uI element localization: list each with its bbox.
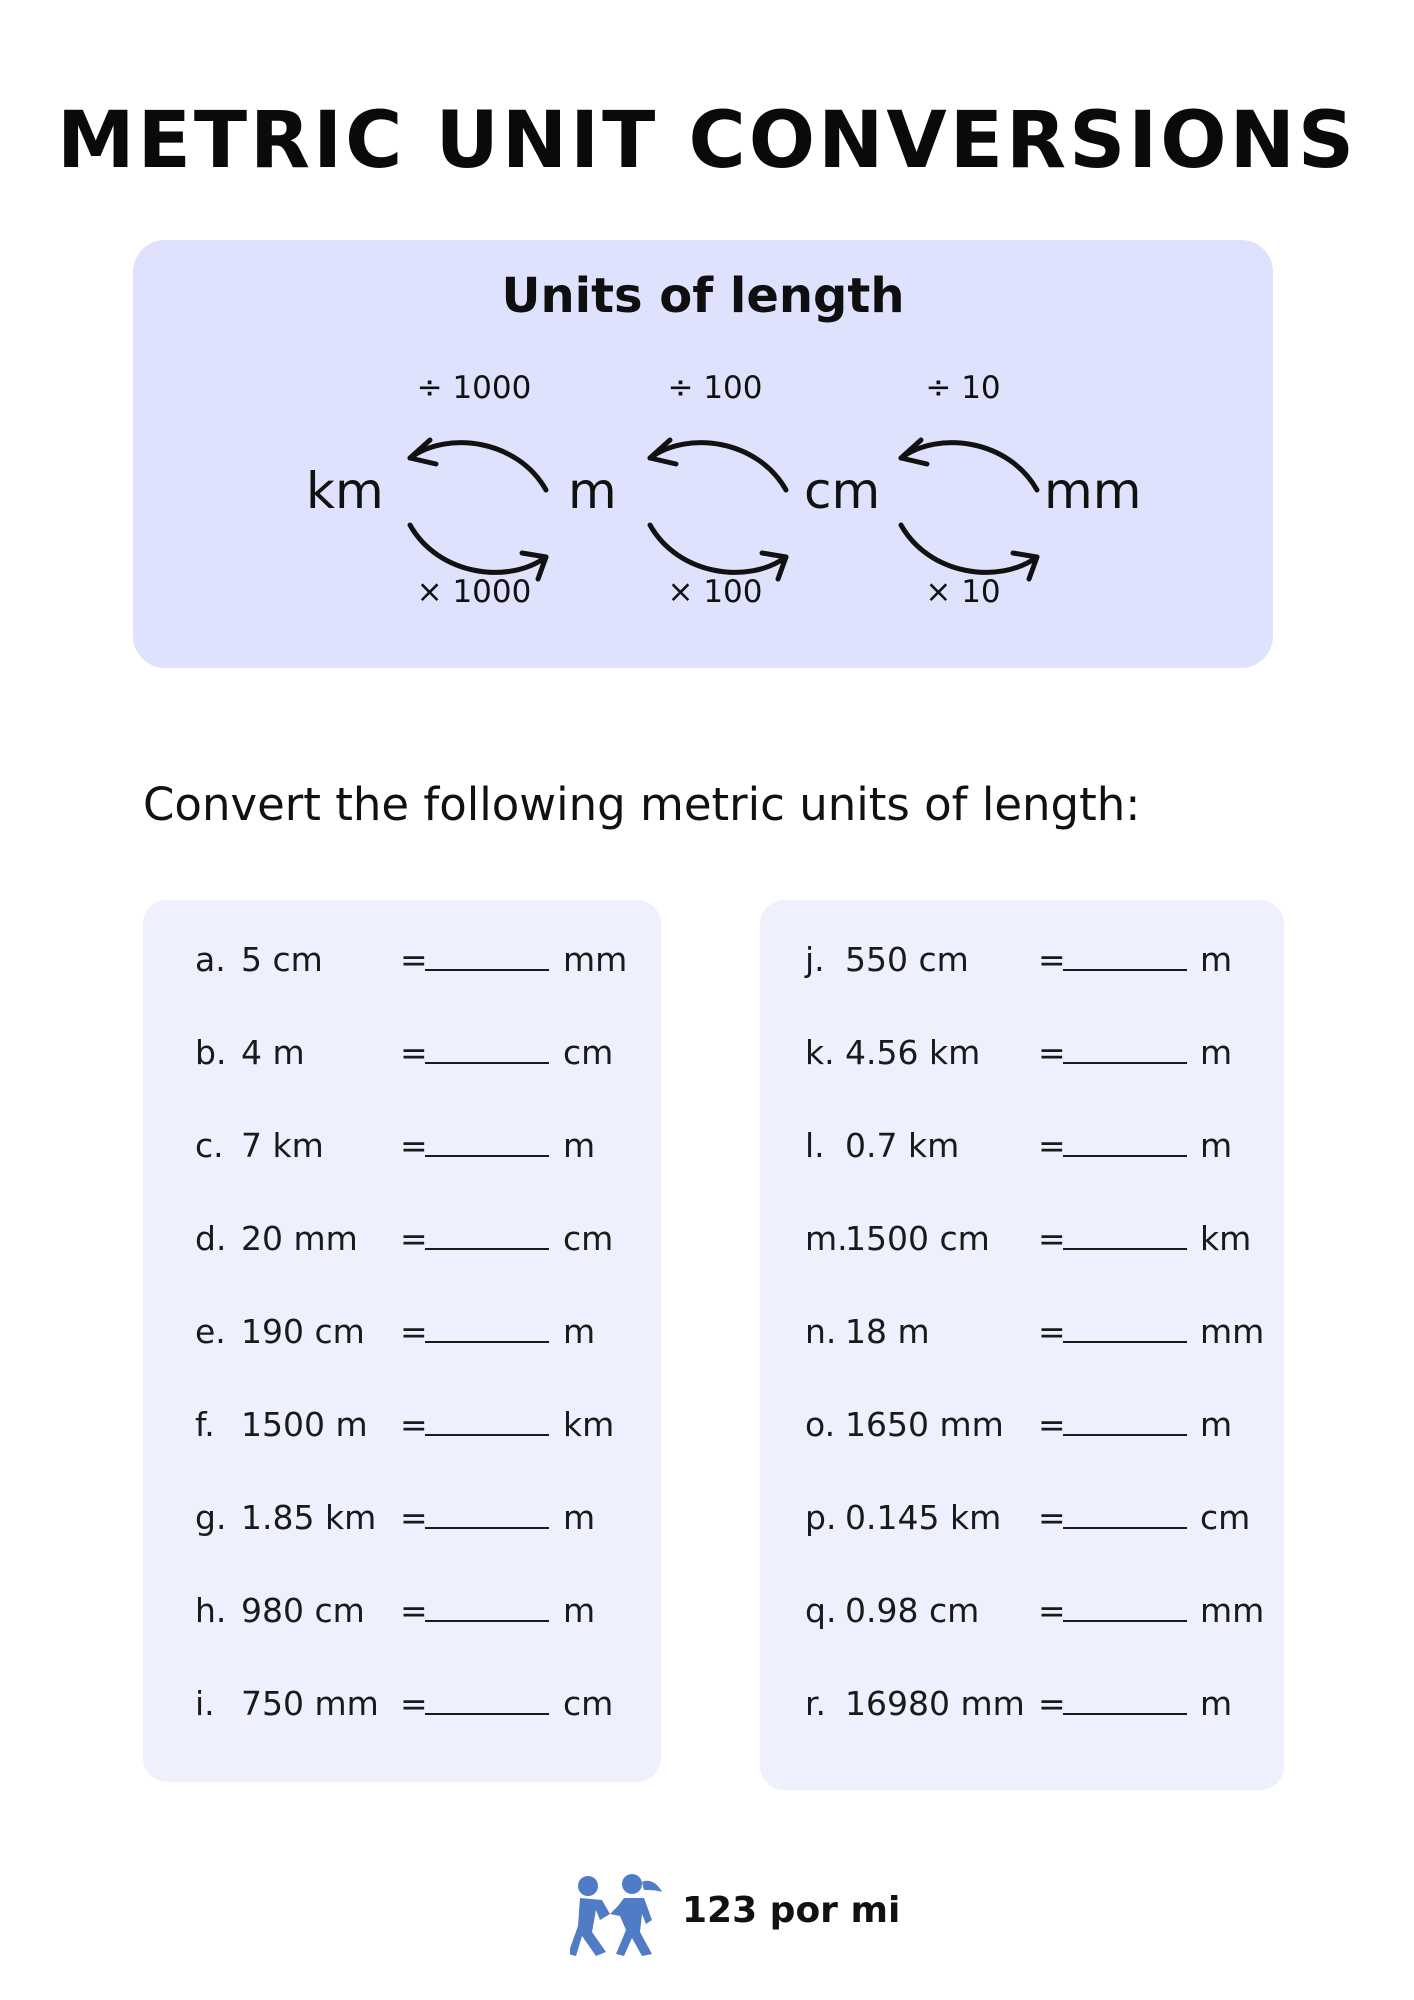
question-label: h. [195,1591,227,1630]
divide-arrow-icon [398,420,558,500]
answer-blank[interactable] [1063,1341,1187,1343]
units-of-length-panel [133,240,1273,668]
multiply-arrow-icon [638,515,798,595]
unit-km: km [306,462,384,520]
question-label: p. [805,1498,837,1537]
question-value: 20 mm [241,1219,358,1258]
equals-sign: = [400,1033,428,1072]
question-value: 1650 mm [845,1405,1004,1444]
question-label: k. [805,1033,835,1072]
instruction-text: Convert the following metric units of length: [143,778,1141,831]
equals-sign: = [1038,940,1066,979]
target-unit: mm [1200,1591,1265,1630]
question-label: a. [195,940,226,979]
answer-blank[interactable] [1063,969,1187,971]
question-label: e. [195,1312,226,1351]
equals-sign: = [1038,1405,1066,1444]
question-value: 0.98 cm [845,1591,980,1630]
answer-blank[interactable] [425,1155,549,1157]
divide-label-km-m: ÷ 1000 [416,370,532,406]
question-row [805,1033,1275,1073]
target-unit: m [563,1498,596,1537]
target-unit: m [563,1312,596,1351]
unit-mm: mm [1044,462,1142,520]
question-label: j. [805,940,825,979]
multiply-arrow-icon [398,515,558,595]
answer-blank[interactable] [425,1620,549,1622]
target-unit: m [1200,940,1233,979]
answer-blank[interactable] [1063,1713,1187,1715]
unit-cm: cm [804,462,881,520]
question-value: 4 m [241,1033,305,1072]
question-row [195,940,645,980]
divide-label-m-cm: ÷ 100 [667,370,763,406]
equals-sign: = [1038,1219,1066,1258]
divide-arrow-icon [889,420,1049,500]
target-unit: km [563,1405,615,1444]
question-label: m. [805,1219,848,1258]
multiply-arrow-icon [889,515,1049,595]
left-questions-card [143,900,661,1782]
target-unit: m [1200,1684,1233,1723]
question-value: 7 km [241,1126,324,1165]
question-row [195,1405,645,1445]
footer-logo [570,1870,901,1960]
question-value: 1500 m [241,1405,368,1444]
question-label: f. [195,1405,215,1444]
question-value: 750 mm [241,1684,379,1723]
answer-blank[interactable] [425,1341,549,1343]
answer-blank[interactable] [425,1062,549,1064]
answer-blank[interactable] [425,1248,549,1250]
question-value: 1500 cm [845,1219,990,1258]
page-title: METRIC UNIT CONVERSIONS [56,96,1358,186]
target-unit: m [563,1591,596,1630]
target-unit: m [1200,1405,1233,1444]
question-value: 18 m [845,1312,930,1351]
question-row [805,1591,1275,1631]
question-row [805,1498,1275,1538]
question-value: 5 cm [241,940,323,979]
equals-sign: = [400,940,428,979]
question-label: b. [195,1033,227,1072]
equals-sign: = [400,1126,428,1165]
question-value: 0.7 km [845,1126,960,1165]
target-unit: cm [563,1033,614,1072]
units-heading: Units of length [501,268,905,324]
question-row [195,1126,645,1166]
question-label: g. [195,1498,227,1537]
question-row [805,1405,1275,1445]
question-row [195,1219,645,1259]
question-label: i. [195,1684,215,1723]
answer-blank[interactable] [1063,1620,1187,1622]
question-row [195,1312,645,1352]
question-label: r. [805,1684,827,1723]
equals-sign: = [1038,1591,1066,1630]
question-row [805,1219,1275,1259]
question-value: 190 cm [241,1312,365,1351]
question-row [195,1684,645,1724]
equals-sign: = [400,1219,428,1258]
target-unit: cm [1200,1498,1251,1537]
question-value: 4.56 km [845,1033,981,1072]
divide-label-cm-mm: ÷ 10 [925,370,1001,406]
answer-blank[interactable] [1063,1062,1187,1064]
target-unit: cm [563,1684,614,1723]
question-value: 1.85 km [241,1498,377,1537]
two-kids-holding-hands-icon [570,1870,670,1960]
question-label: d. [195,1219,227,1258]
equals-sign: = [400,1684,428,1723]
equals-sign: = [400,1591,428,1630]
equals-sign: = [1038,1312,1066,1351]
target-unit: m [1200,1033,1233,1072]
equals-sign: = [1038,1684,1066,1723]
question-row [805,940,1275,980]
question-label: c. [195,1126,224,1165]
question-row [195,1591,645,1631]
question-row [195,1498,645,1538]
answer-blank[interactable] [1063,1434,1187,1436]
question-value: 16980 mm [845,1684,1025,1723]
answer-blank[interactable] [1063,1248,1187,1250]
right-questions-card [760,900,1284,1790]
question-value: 550 cm [845,940,969,979]
equals-sign: = [400,1312,428,1351]
answer-blank[interactable] [425,969,549,971]
multiply-label-km-m: × 1000 [416,574,532,610]
target-unit: mm [563,940,628,979]
equals-sign: = [400,1498,428,1537]
equals-sign: = [1038,1126,1066,1165]
question-label: o. [805,1405,836,1444]
target-unit: m [1200,1126,1233,1165]
answer-blank[interactable] [425,1434,549,1436]
answer-blank[interactable] [1063,1155,1187,1157]
question-value: 0.145 km [845,1498,1002,1537]
question-label: n. [805,1312,837,1351]
divide-arrow-icon [638,420,798,500]
equals-sign: = [1038,1033,1066,1072]
question-row [805,1684,1275,1724]
question-value: 980 cm [241,1591,365,1630]
question-label: q. [805,1591,837,1630]
question-row [805,1312,1275,1352]
equals-sign: = [400,1405,428,1444]
target-unit: mm [1200,1312,1265,1351]
answer-blank[interactable] [425,1527,549,1529]
target-unit: km [1200,1219,1252,1258]
unit-m: m [568,462,617,520]
answer-blank[interactable] [425,1713,549,1715]
multiply-label-m-cm: × 100 [667,574,763,610]
target-unit: m [563,1126,596,1165]
answer-blank[interactable] [1063,1527,1187,1529]
question-row [805,1126,1275,1166]
brand-name: 123 por mi [682,1890,901,1931]
question-label: l. [805,1126,825,1165]
target-unit: cm [563,1219,614,1258]
question-row [195,1033,645,1073]
equals-sign: = [1038,1498,1066,1537]
multiply-label-cm-mm: × 10 [925,574,1001,610]
